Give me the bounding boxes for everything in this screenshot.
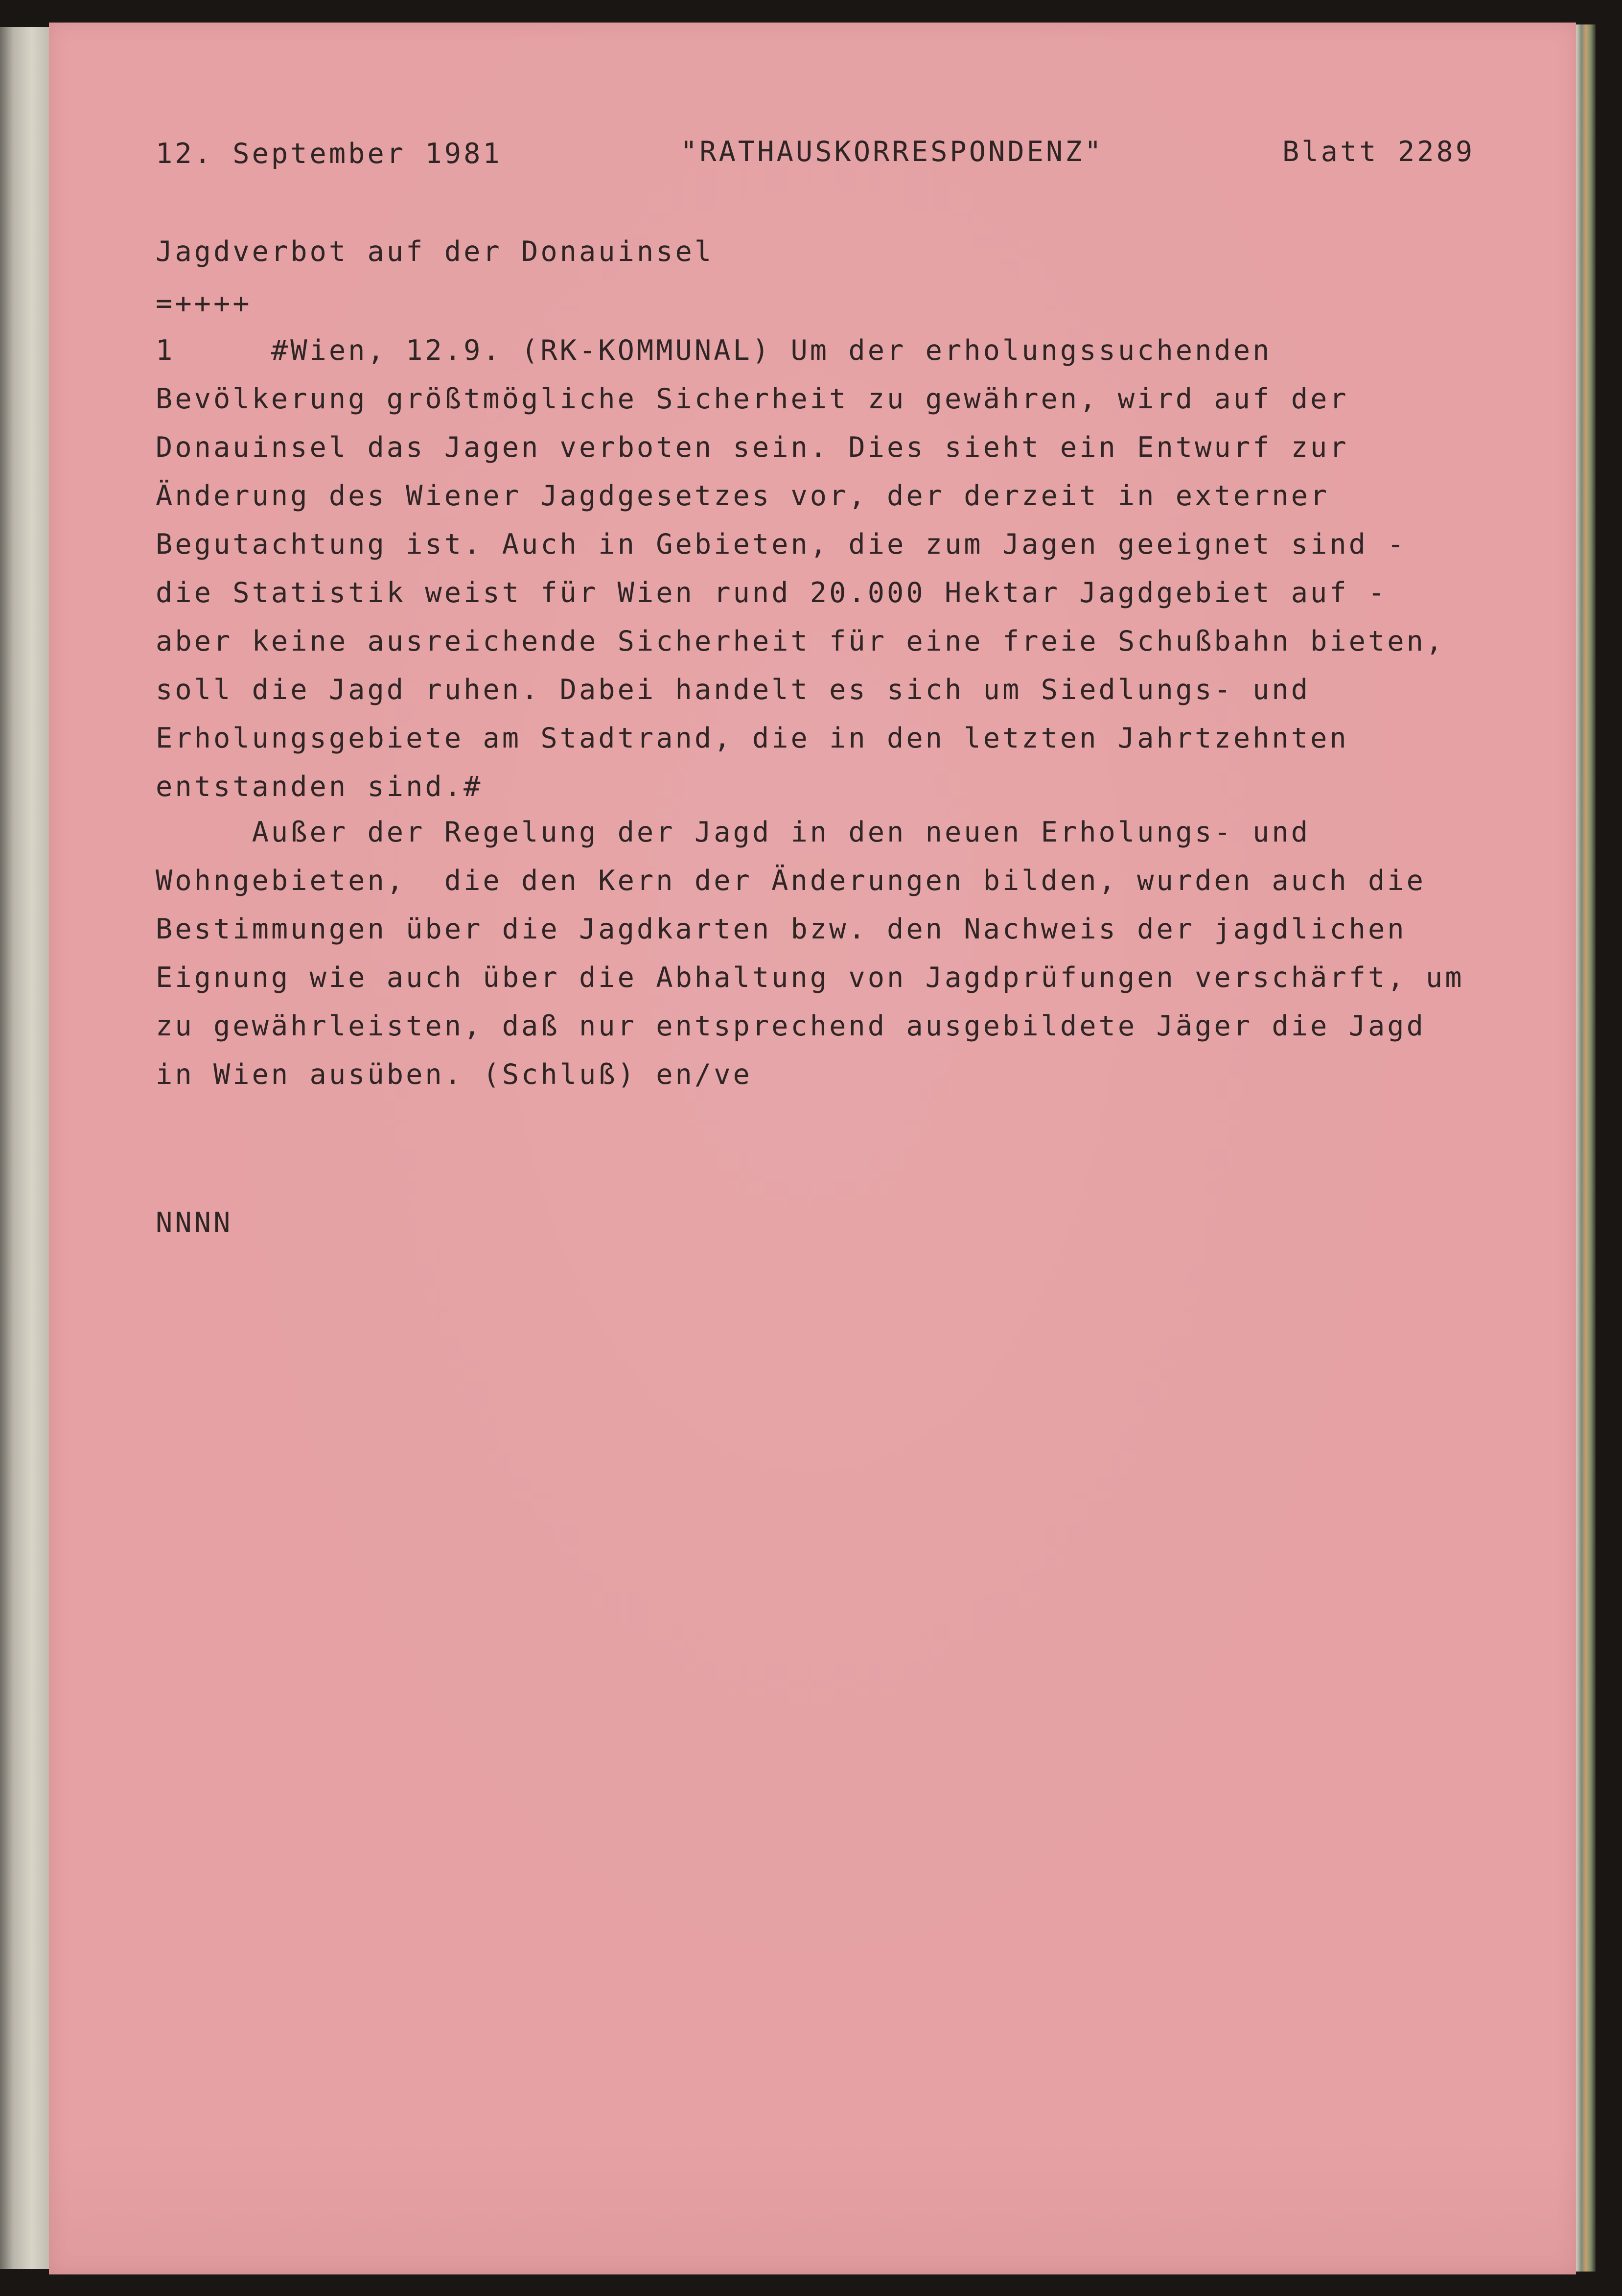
- sign-off: NNNN: [156, 1207, 233, 1239]
- body-line: Bevölkerung größtmögliche Sicherheit zu gewähren, wird auf der: [156, 383, 1349, 415]
- body-line: 1 #Wien, 12.9. (RK-KOMMUNAL) Um der erholungssuchenden: [156, 334, 1272, 367]
- body-line: Außer der Regelung der Jagd in den neuen Erholungs- und: [156, 816, 1311, 848]
- body-line: Donauinsel das Jagen verboten sein. Dies sieht ein Entwurf zur: [156, 431, 1349, 464]
- headline-separator: =++++: [156, 287, 252, 320]
- header-date: 12. September 1981: [156, 138, 502, 170]
- body-line: entstanden sind.#: [156, 771, 483, 803]
- binding-edge: [0, 27, 53, 2269]
- body-line: Eignung wie auch über die Abhaltung von Jagdprüfungen verschärft, um: [156, 961, 1464, 994]
- article-headline: Jagdverbot auf der Donauinsel: [156, 235, 714, 268]
- header-publication: "RATHAUSKORRESPONDENZ": [680, 136, 1104, 168]
- header-page-number: Blatt 2289: [1282, 136, 1475, 168]
- body-line: Erholungsgebiete am Stadtrand, die in den letzten Jahrtzehnten: [156, 722, 1349, 754]
- body-line: soll die Jagd ruhen. Dabei handelt es sich um Siedlungs- und: [156, 674, 1311, 706]
- body-line: aber keine ausreichende Sicherheit für eine freie Schußbahn bieten,: [156, 625, 1445, 657]
- body-line: Begutachtung ist. Auch in Gebieten, die zum Jagen geeignet sind -: [156, 528, 1407, 561]
- body-line: in Wien ausüben. (Schluß) en/ve: [156, 1058, 752, 1091]
- body-line: Änderung des Wiener Jagdgesetzes vor, der derzeit in externer: [156, 480, 1330, 512]
- body-line: zu gewährleisten, daß nur entsprechend ausgebildete Jäger die Jagd: [156, 1010, 1426, 1042]
- body-line: die Statistik weist für Wien rund 20.000 Hektar Jagdgebiet auf -: [156, 577, 1388, 609]
- body-line: Wohngebieten, die den Kern der Änderungen bilden, wurden auch die: [156, 865, 1426, 897]
- body-line: Bestimmungen über die Jagdkarten bzw. den Nachweis der jagdlichen: [156, 913, 1407, 945]
